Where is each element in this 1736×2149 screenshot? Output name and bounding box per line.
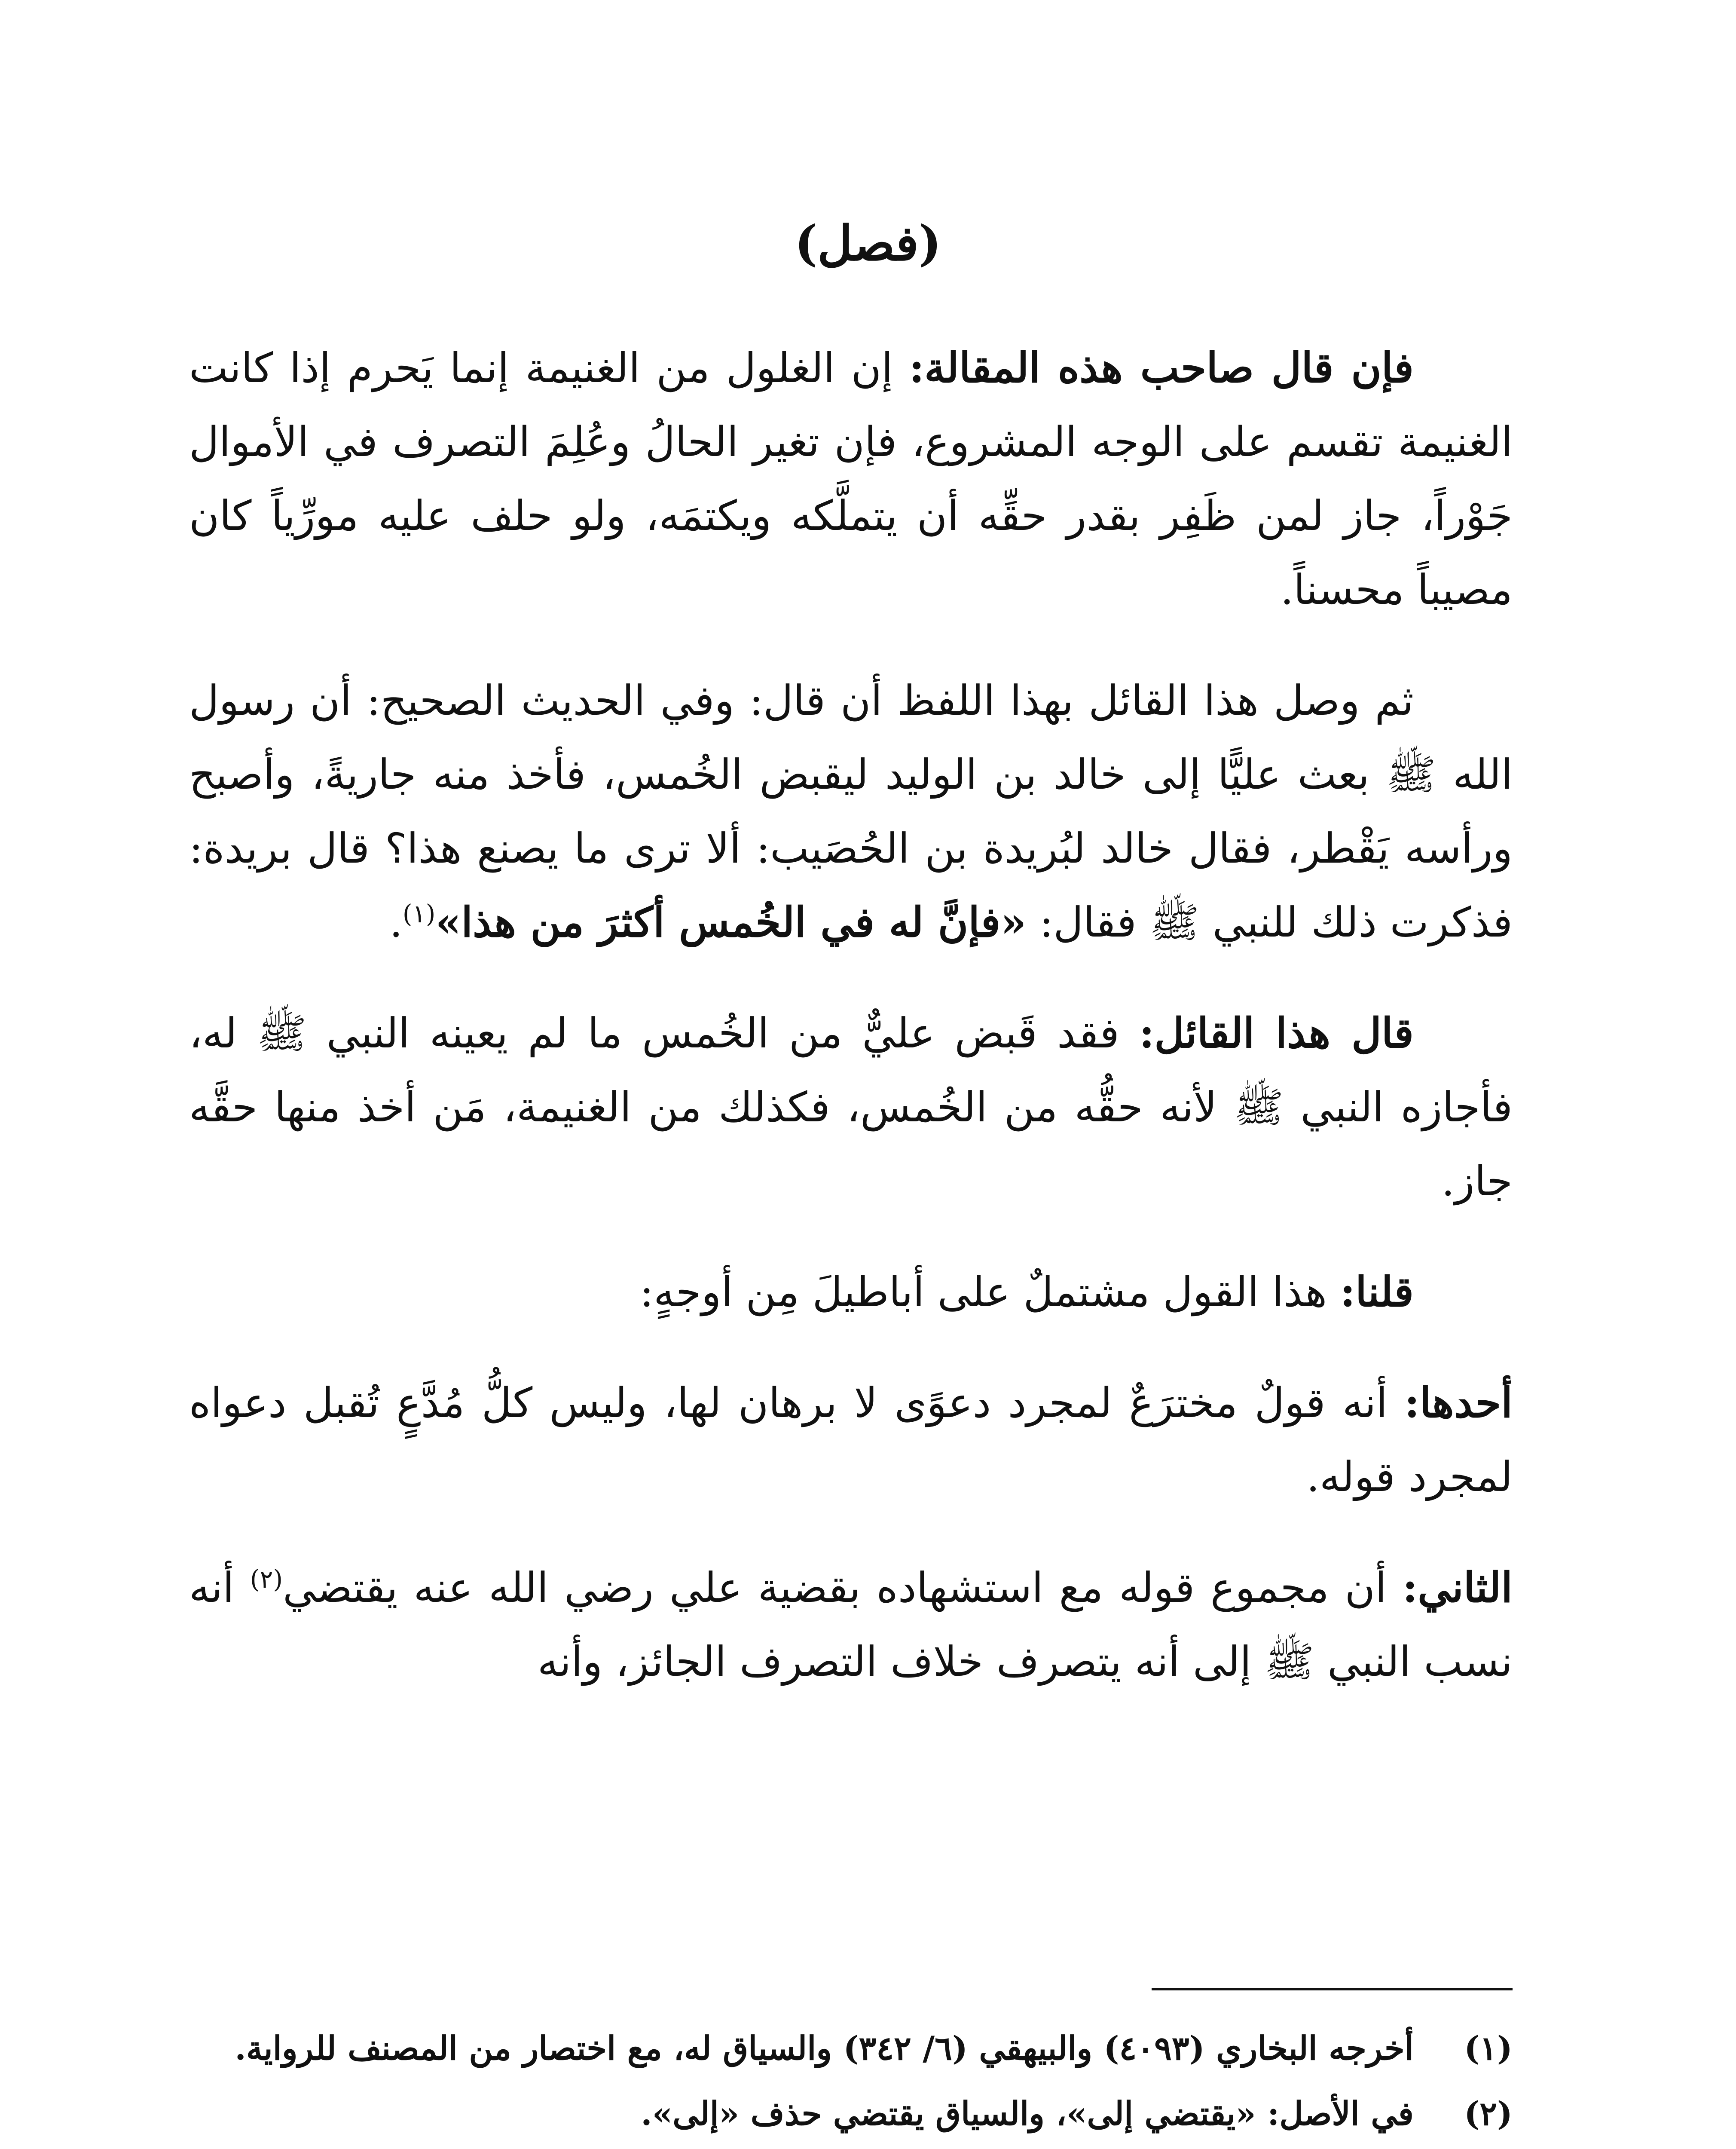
paragraph-text: أنه قولٌ مخترَعٌ لمجرد دعوًى لا برهان لها، وليس كلُّ مُدَّعٍ تُقبل دعواه لمجرد قوله.: [189, 1379, 1513, 1501]
paragraph-lead: قلنا:: [1340, 1267, 1414, 1316]
paragraph-text: أن مجموع قوله مع استشهاده بقضية علي رضي الله عنه يقتضي: [283, 1564, 1403, 1612]
footnotes: [180, 2020, 1513, 2149]
footnote-number: (١): [1464, 2029, 1513, 2067]
paragraph-text: هذا القول مشتملٌ على أباطيلَ مِن أوجهٍ:: [639, 1268, 1340, 1316]
paragraph-end: .: [389, 898, 403, 946]
paragraph-lead: الثاني:: [1402, 1563, 1513, 1612]
footnote-2: [180, 2085, 1513, 2142]
paragraph-lead: فإن قال صاحب هذه المقالة:: [909, 343, 1414, 392]
paragraph-text: إن الغلول من الغنيمة إنما يَحرم إذا كانت الغنيمة تقسم على الوجه المشروع، فإن تغير الحالُ وعُلِمَ التصرف في الأموال جَوْراً، جاز لمن ظَفِر بقدر حقِّه أن يتملَّكه ويكتمَه، ولو حلف عليه مورِّياً كان مصيباً محسناً.: [189, 344, 1513, 614]
paragraph-5: [189, 1366, 1513, 1514]
footnote-text: في الأصل: «يقتضي إلى»، والسياق يقتضي حذف «إلى».: [641, 2094, 1414, 2133]
footnote-divider: [1152, 1988, 1513, 1990]
paragraph-lead: قال هذا القائل:: [1139, 1009, 1414, 1057]
main-text: [189, 331, 1513, 1736]
paragraph-text: فقد قَبض عليٌّ من الخُمس ما لم يعينه النبي ﷺ له، فأجازه النبي ﷺ لأنه حقُّه من الخُمس، فكذلك من الغنيمة، مَن أخذ منها حقَّه جاز.: [189, 1009, 1513, 1205]
paragraph-6: [189, 1551, 1513, 1699]
footnote-number: (٢): [1464, 2094, 1513, 2133]
footnote-ref-1[interactable]: (١): [402, 899, 436, 928]
paragraph-lead: أحدها:: [1404, 1378, 1513, 1427]
paragraph-1: [189, 331, 1513, 627]
paragraph-text-continued: أنه نسب النبي ﷺ إلى أنه يتصرف خلاف التصرف الجائز، وأنه: [189, 1564, 1513, 1686]
footnote-text: أخرجه البخاري (٤٠٩٣) والبيهقي (٦/ ٣٤٢) والسياق له، مع اختصار من المصنف للرواية.: [235, 2029, 1414, 2067]
section-heading: (فصل): [795, 215, 941, 272]
paragraph-3: [189, 996, 1513, 1218]
hadith-quote: «فإنَّ له في الخُمس أكثرَ من هذا»: [435, 898, 1027, 946]
paragraph-2: [189, 664, 1513, 959]
footnote-1: [180, 2020, 1513, 2077]
footnote-ref-2[interactable]: (٢): [250, 1564, 283, 1594]
paragraph-4: [189, 1255, 1513, 1329]
paragraph-text: ثم وصل هذا القائل بهذا اللفظ أن قال: وفي الحديث الصحيح: أن رسول الله ﷺ بعث عليًّا إلى خالد بن الوليد ليقبض الخُمس، فأخذ منه جاريةً، وأصبح ورأسه يَقْطر، فقال خالد لبُريدة بن الحُصَيب: ألا ترى ما يصنع هذا؟ قال بريدة: فذكرت ذلك للنبي ﷺ فقال:: [189, 677, 1513, 946]
